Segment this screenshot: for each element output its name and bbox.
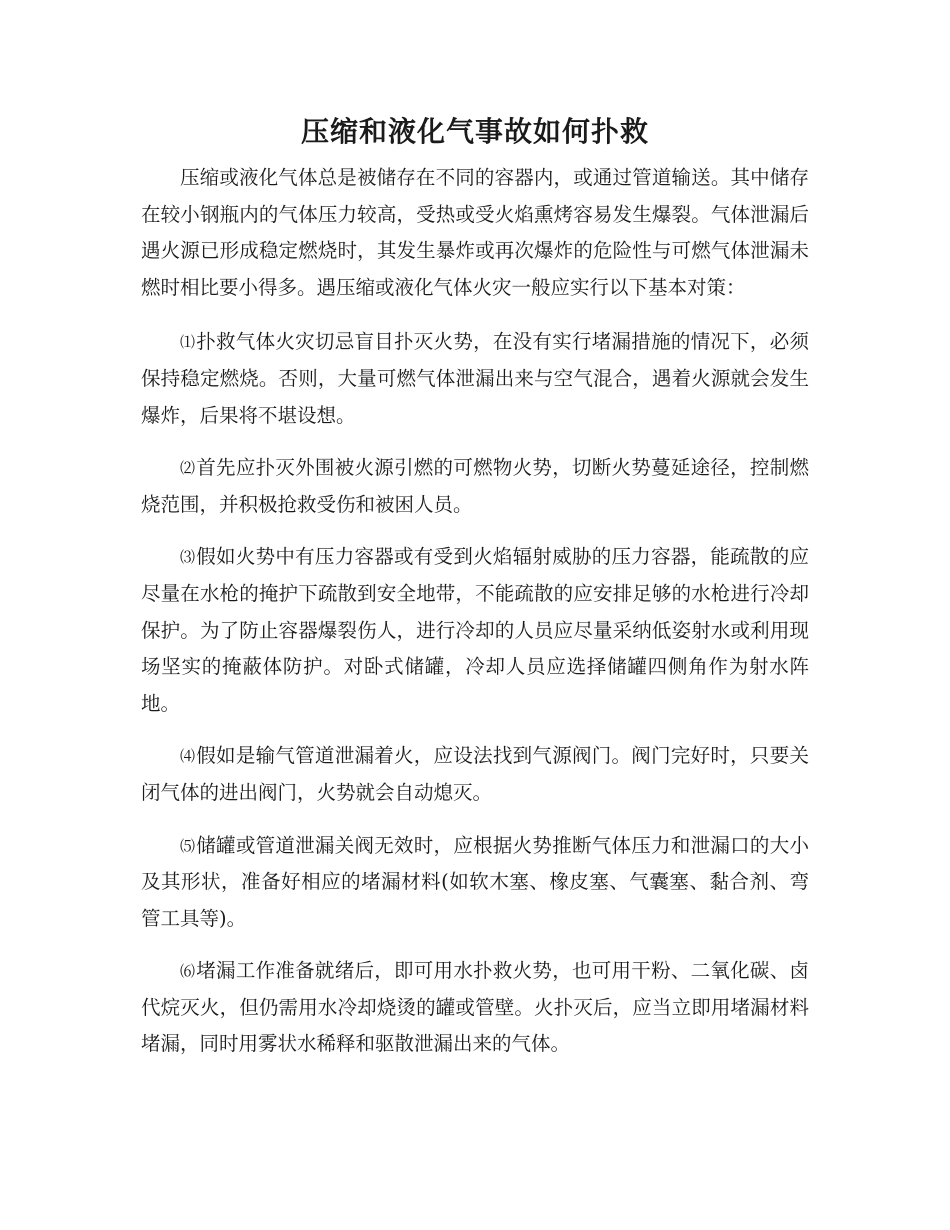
item-number: ⑶	[180, 548, 196, 567]
list-item	[141, 324, 809, 434]
intro-paragraph: 压缩或液化气体总是被储存在不同的容器内，或通过管道输送。其中储存在较小钢瓶内的气体压力较高，受热或受火焰熏烤容易发生爆裂。气体泄漏后遇火源已形成稳定燃烧时，其发生暴炸或再次爆炸的危险性与可燃气体泄漏未燃时相比要小得多。遇压缩或液化气体火灾一般应实行以下基本对策：	[141, 166, 809, 299]
list-item	[141, 539, 809, 722]
item-number: ⑵	[180, 459, 196, 478]
document-title: 压缩和液化气事故如何扑救	[300, 115, 649, 148]
item-text: 首先应扑灭外围被火源引燃的可燃物火势，切断火势蔓延途径，控制燃烧范围，并积极抢救受伤和被困人员。	[141, 456, 809, 516]
list-item	[141, 450, 809, 523]
document-page	[141, 100, 809, 1079]
item-number: ⑴	[180, 333, 196, 352]
item-text: 扑救气体火灾切忌盲目扑灭火势，在没有实行堵漏措施的情况下，必须保持稳定燃烧。否则，大量可燃气体泄漏出来与空气混合，遇着火源就会发生爆炸，后果将不堪设想。	[141, 330, 809, 427]
list-item	[141, 953, 809, 1063]
item-text: 堵漏工作准备就绪后，即可用水扑救火势，也可用干粉、二氧化碳、卤代烷灭火，但仍需用水冷却烧烫的罐或管壁。火扑灭后，应当立即用堵漏材料堵漏，同时用雾状水稀释和驱散泄漏出来的气体。	[141, 959, 809, 1056]
item-number: ⑹	[180, 962, 196, 981]
list-item	[141, 828, 809, 938]
item-number: ⑷	[180, 747, 196, 766]
item-number: ⑸	[180, 836, 196, 855]
item-text: 假如火势中有压力容器或有受到火焰辐射威胁的压力容器，能疏散的应尽量在水枪的掩护下疏散到安全地带，不能疏散的应安排足够的水枪进行冷却保护。为了防止容器爆裂伤人，进行冷却的人员应尽量采纳低姿射水或利用现场坚实的掩蔽体防护。对卧式储罐，冷却人员应选择储罐四侧角作为射水阵地。	[141, 545, 809, 715]
list-item	[141, 738, 809, 811]
item-text: 储罐或管道泄漏关阀无效时，应根据火势推断气体压力和泄漏口的大小及其形状，准备好相应的堵漏材料(如软木塞、橡皮塞、气囊塞、黏合剂、弯管工具等)。	[141, 833, 809, 930]
item-text: 假如是输气管道泄漏着火，应设法找到气源阀门。阀门完好时，只要关闭气体的进出阀门，火势就会自动熄灭。	[141, 744, 809, 804]
